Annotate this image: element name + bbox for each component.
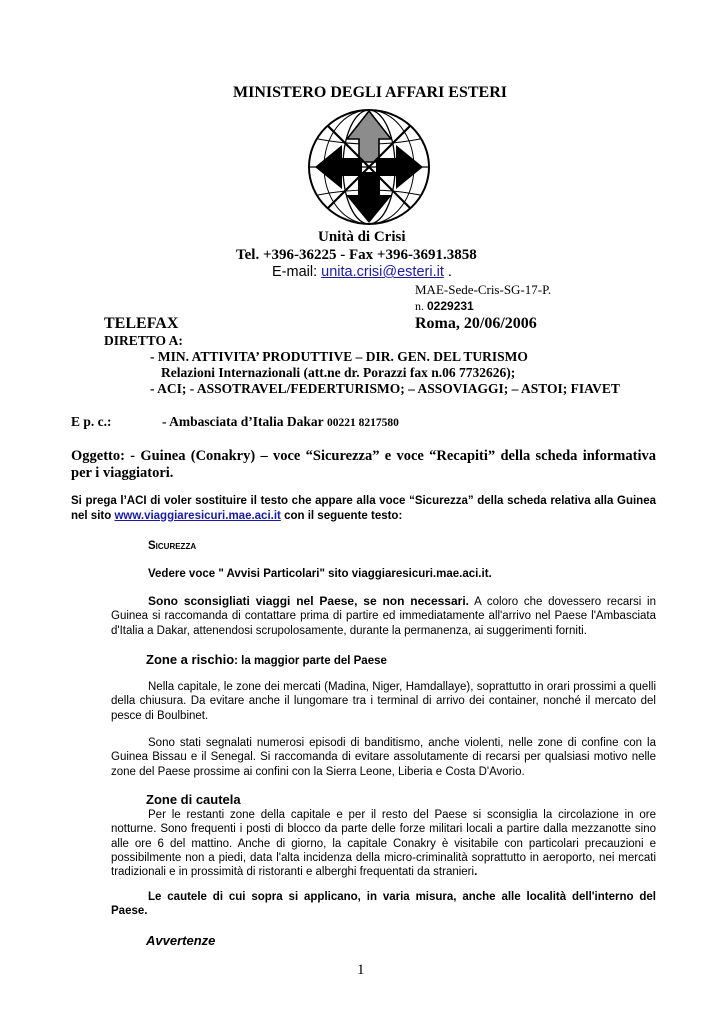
request-paragraph xyxy=(71,494,656,524)
risk-zones-title: Zone a rischio xyxy=(146,652,235,667)
recipient-line-3: - ACI; - ASSOTRAVEL/FEDERTURISMO; – ASSOVIAGGI; – ASTOI; FIAVET xyxy=(150,381,620,396)
see-note: Vedere voce " Avvisi Particolari" sito viaggiaresicuri.mae.aci.it. xyxy=(148,568,492,580)
protocol-number xyxy=(415,299,474,314)
paragraph-1-text: A coloro che dovessero recarsi in Guinea si raccomanda di contattare prima di partire ed immediatamente all'arrivo nel Paese l'Ambasciata d'Italia a Dakar, attenendosi scrupolosamente, durante la permanenza, ai suggerimenti forniti. xyxy=(111,596,657,637)
protocol-number-value: 0229231 xyxy=(427,299,474,313)
crisis-unit-emblem xyxy=(304,106,434,228)
subject: Oggetto: - Guinea (Conakry) – voce “Sicurezza” e voce “Recapiti” della scheda informativa per i viaggiatori. xyxy=(71,448,656,481)
arrow-down-icon xyxy=(346,172,392,223)
request-text-before: Si prega l’ACI di voler sostituire il testo che appare alla voce “Sicurezza” della scheda relativa alla Guinea nel sito xyxy=(71,495,656,522)
paragraph-1-bold: Sono sconsigliati viaggi nel Paese, se non necessari. xyxy=(148,594,469,608)
protocol-number-prefix: n. xyxy=(415,299,424,313)
cc-label: E p. c.: xyxy=(71,414,112,429)
request-text-after: con il seguente testo: xyxy=(284,510,403,522)
paragraph-2: Nella capitale, le zone dei mercati (Madina, Niger, Hamdallaye), soprattutto in orari prossimi a quelli della chiusura. Da evitare anche il lungomare tra i terminal di arrivo dei container, nonché il mercato del pesce di Boulbinet. xyxy=(111,681,656,722)
warnings-title: Avvertenze xyxy=(146,933,216,948)
recipients-label: DIRETTO A: xyxy=(104,333,183,348)
protocol-code: MAE-Sede-Cris-SG-17-P. xyxy=(415,282,552,297)
paragraph-5: Le cautele di cui sopra si applicano, in varia misura, anche alle località dell'interno del Paese. xyxy=(111,891,656,918)
fax-type: TELEFAX xyxy=(104,315,179,332)
paragraph-4-text: Per le restanti zone della capitale e per il resto del Paese si sconsiglia la circolazione in ore notturne. Sono frequenti i posti di blocco da parte delle forze militari locali a partire dalla mezzanotte sino alle ore 6 del mattino. Anche di giorno, la capitale Conakry è visitabile con particolari precauzioni e possibilmente non a piedi, data l'alta incidenza della micro-criminalità soprattutto in aeroporto, nei mercati tradizionali e in prossimità di ristoranti e alberghi frequentati da stranieri xyxy=(111,809,656,879)
cc-value: - Ambasciata d’Italia Dakar xyxy=(162,414,324,429)
email-label: E-mail: xyxy=(272,264,318,280)
unit-email-line xyxy=(272,264,452,280)
unit-phone: Tel. +396-36225 - Fax +396-3691.3858 xyxy=(236,247,477,263)
paragraph-3: Sono stati segnalati numerosi episodi di banditismo, anche violenti, nelle zone di confine con la Guinea Bissau e il Senegal. Si raccomanda di evitare assolutamente di recarsi per qualsiasi motivo nelle zone del Paese prossime ai confini con la Sierra Leone, Liberia e Costa D'Avorio. xyxy=(111,737,656,778)
cc-line xyxy=(162,414,399,430)
caution-zones-title: Zone di cautela xyxy=(146,792,241,807)
paragraph-1 xyxy=(111,594,656,638)
email-suffix: . xyxy=(447,264,452,280)
cc-phone: 00221 8217580 xyxy=(327,417,399,429)
arrow-up-icon xyxy=(347,111,391,162)
risk-zones-subtitle: : la maggior parte del Paese xyxy=(234,655,387,667)
unit-name: Unità di Crisi xyxy=(318,229,406,245)
recipient-line-2: Relazioni Internazionali (att.ne dr. Porazzi fax n.06 7732626); xyxy=(161,365,516,380)
email-link[interactable]: unita.crisi@esteri.it xyxy=(321,264,444,280)
ministry-title: MINISTERO DEGLI AFFARI ESTERI xyxy=(233,84,507,101)
risk-zones-heading xyxy=(146,651,387,669)
section-title-sicurezza: Sicurezza xyxy=(148,540,197,552)
fax-place-date: Roma, 20/06/2006 xyxy=(415,315,537,332)
paragraph-4 xyxy=(111,808,656,879)
page-number: 1 xyxy=(357,962,365,978)
paragraph-4-end: . xyxy=(474,866,478,879)
recipient-line-1: - MIN. ATTIVITA’ PRODUTTIVE – DIR. GEN. DEL TURISMO xyxy=(150,349,528,364)
site-link[interactable]: www.viaggiaresicuri.mae.aci.it xyxy=(114,510,281,522)
